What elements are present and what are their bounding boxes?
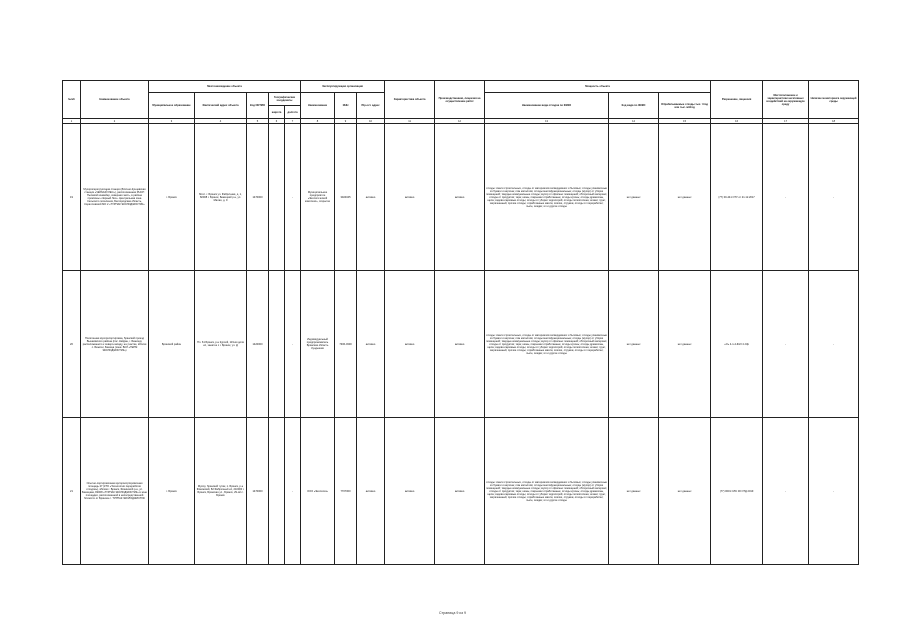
- column-number: 1: [63, 119, 81, 124]
- cell-name: Полигонная мусоросортировка, брянский проезд Вышковского района (пос. Кайдан, г. Бежица), расположенного к северо-западу, на участке, вблизи с. Бежичи, Бежица (зона: БСЛ «ТЕРМ ЭКОЛОДЖИСТИК»): [81, 271, 149, 418]
- cell-address: Мгсл. г. Брянск ул. Фабричная, д. 1, 82008 г. Брянск, Бежицкий р-н, ул. Малая, д. 9: [195, 124, 247, 271]
- col-header-location-group: Местонахождение объекта: [149, 81, 301, 93]
- cell-lon: -: [285, 124, 301, 271]
- col-header-negative: Местоположение и характеристики негативных воздействий на окружающую среду: [763, 81, 809, 119]
- cell-n: 19: [63, 124, 81, 271]
- column-number: 15: [659, 119, 711, 124]
- cell-n: 20: [63, 271, 81, 418]
- cell-monitoring: -: [809, 124, 859, 271]
- table-row: [63, 418, 859, 565]
- column-number: 4: [195, 119, 247, 124]
- col-header-okato: Код ОКТМО: [247, 93, 269, 119]
- column-number: 16: [711, 119, 763, 124]
- cell-legal: активно: [357, 271, 385, 418]
- col-header-n: №п/п: [63, 81, 81, 119]
- cell-okato: 1470000: [247, 124, 269, 271]
- col-header-operator-group: Эксплуатирующая организация: [301, 81, 385, 93]
- col-header-waste-group: Мощность объекта: [485, 81, 711, 93]
- cell-permits: (77) 0001 ОЛС 00 ОТД 2019: [711, 418, 763, 565]
- column-number: 9: [335, 119, 357, 124]
- cell-inn: 7306-0330: [335, 271, 357, 418]
- cell-volume: нет данных: [659, 418, 711, 565]
- cell-permits: (77) 00-441 ОТУ от 21.12.2017: [711, 124, 763, 271]
- header-row-1: [63, 81, 859, 93]
- column-number: 18: [809, 119, 859, 124]
- col-header-volume: Обрабатываемые отходы тыс. т/год или тыс. м3/год: [659, 93, 711, 119]
- cell-license: активно: [435, 124, 485, 271]
- cell-inn: 3024045: [335, 124, 357, 271]
- cell-type: активно: [385, 124, 435, 271]
- cell-okato: 1470000: [247, 418, 269, 565]
- cell-municipality: г. Брянск: [149, 124, 195, 271]
- cell-okato: 1420000: [247, 271, 269, 418]
- cell-inn: 7707000: [335, 418, 357, 565]
- column-number: 10: [357, 119, 385, 124]
- cell-name: Опытно-сортировочная мусоросортировочная площадь 27 (КТО «Технологии переработки отходов»), вблизи г. Брянск, Фокинский р-н, ул. Бежицкая, 82008 «ТУРПАК ЭКОЛОДЖИСТИК» в зоне площадки, расположенной в непосредственной близости от Брянска с. ТУРПАК ЭКОЛОДЖИСТИК: [81, 418, 149, 565]
- col-header-fkko-code: Код вида по ФККО: [609, 93, 659, 119]
- page-footer: Страница 9 из 9: [439, 611, 466, 615]
- waste-facilities-table: [62, 80, 859, 565]
- cell-legal: активно: [357, 124, 385, 271]
- cell-permits: «О» 4-1-4-Фоб 4-Оф: [711, 271, 763, 418]
- col-header-name: Наименование объекта: [81, 81, 149, 119]
- cell-type: активно: [385, 418, 435, 565]
- col-header-address: Фактический адрес объекта: [195, 93, 247, 119]
- column-number: 13: [485, 119, 609, 124]
- cell-lon: -: [285, 418, 301, 565]
- column-number: 3: [149, 119, 195, 124]
- col-header-geo-group: Географические координаты: [269, 93, 301, 106]
- col-header-inn: ИНН: [335, 93, 357, 119]
- column-number: 14: [609, 119, 659, 124]
- cell-n: 21: [63, 418, 81, 565]
- column-number: 2: [81, 119, 149, 124]
- col-header-lat: широта: [269, 106, 285, 119]
- cell-license: активно: [435, 418, 485, 565]
- cell-lat: [269, 418, 285, 565]
- col-header-permits: Разрешение, лицензия: [711, 81, 763, 119]
- cell-fkko: отходы: смеси строительных, отходы от материалов затвердевших и бытовых; отходы упаковочные из бумаги и картона; лом металлов; отходы многофункциональные; отходы (мусор) от уборки помещений; твердые коммунальные отходы; мусор от офисных помещений; обтирочный материал; отходы от продуктов; тара; шины, покрышки отработанные; отходы кухонь; отходы древесины, щепа; садово-парковые отходы; отходы от уборки территорий; отходы полиэтилена; шлаки; грунт, загрязненный; прочие отходы; отработанные масла; опилки, стружка; отходы от переработки; пыль; осадки; ил и другие отходы: [485, 124, 609, 271]
- table-row: [63, 271, 859, 418]
- cell-lon: -: [285, 271, 301, 418]
- cell-fkko: отходы: смеси строительных, отходы от материалов затвердевших и бытовых; отходы упаковочные из бумаги и картона; лом металлов; отходы многофункциональные; отходы (мусор) от уборки помещений; твердые коммунальные отходы; мусор от офисных помещений; обтирочный материал; отходы от продуктов; тара; шины, покрышки отработанные; отходы кухонь; отходы древесины, щепа; садово-парковые отходы; отходы от уборки территорий; отходы полиэтилена; шлаки; грунт, загрязненный; прочие отходы; отработанные масла; опилки, стружка; отходы от переработки; пыль; осадки; ил и другие отходы: [485, 271, 609, 418]
- cell-fkko-code: нет данных: [609, 418, 659, 565]
- col-header-monitoring: Наличие мониторинга окружающей среды: [809, 81, 859, 119]
- cell-monitoring: -: [809, 418, 859, 565]
- col-header-legal-address: Юр.ост. адрес: [357, 93, 385, 119]
- col-header-license-note: Производственная, лицензия на осуществление работ: [435, 81, 485, 119]
- cell-org: Муниципальное предприятие «Экологический комплекс», открытое: [301, 124, 335, 271]
- col-header-org-name: Наименование: [301, 93, 335, 119]
- table-row: [63, 124, 859, 271]
- cell-legal: активно: [357, 418, 385, 565]
- cell-license: активно: [435, 271, 485, 418]
- column-number: 17: [763, 119, 809, 124]
- cell-fkko: отходы: смеси строительных, отходы от материалов затвердевших и бытовых; отходы упаковочные из бумаги и картона; лом металлов; отходы многофункциональные; отходы (мусор) от уборки помещений; твердые коммунальные отходы; мусор от офисных помещений; обтирочный материал; отходы от продуктов; тара; шины, покрышки отработанные; отходы кухонь; отходы древесины, щепа; садово-парковые отходы; отходы от уборки территорий; отходы полиэтилена; шлаки; грунт, загрязненный; прочие отходы; отработанные масла; опилки, стружка; отходы от переработки; пыль; осадки; ил и другие отходы: [485, 418, 609, 565]
- cell-municipality: г. Брянск: [149, 418, 195, 565]
- cell-lat: [269, 124, 285, 271]
- cell-lat: [269, 271, 285, 418]
- cell-municipality: Брянский район: [149, 271, 195, 418]
- column-number: 8: [301, 119, 335, 124]
- cell-negative: -: [763, 418, 809, 565]
- cell-negative: -: [763, 124, 809, 271]
- cell-name: Мусороперегрузочная станция (Блочно-Кунцевская станция «ЧЕРНЫЙ ЛЕС»), расположенная РНСР: Пылевой конвейер, северная часть, в районе промзоны «Черный Лес». Центральная зона Сельского поселения, Белгородская область, Коралловский МО 2 «ТУРПАК ЭКОЛОДЖИСТИК»: [81, 124, 149, 271]
- cell-volume: нет данных: [659, 124, 711, 271]
- column-number: 6: [269, 119, 285, 124]
- column-number: 5: [247, 119, 269, 124]
- cell-volume: нет данных: [659, 271, 711, 418]
- column-number: 7: [285, 119, 301, 124]
- column-number: 12: [435, 119, 485, 124]
- col-header-municipality: Муниципальное образование: [149, 93, 195, 119]
- cell-org: ООО «Экология»: [301, 418, 335, 565]
- cell-type: активно: [385, 271, 435, 418]
- col-header-lon: долгота: [285, 106, 301, 119]
- column-number: 11: [385, 119, 435, 124]
- register-table-container: [62, 80, 857, 565]
- cell-address: Мусор, брянский тупик, п. Брянск, р-н Фокинский, 82 Фабричный ил, 210000 г. Брянск, Брянская ул., Брянск, 29-ой с. Брянск: [195, 418, 247, 565]
- col-header-fkko-name: Наименование вида отходов по ФККО: [485, 93, 609, 119]
- cell-address: Пл. 61 Брянск, р-н Курсий, 119-вя доля ил, занятое с г. Брянск, ул. Д: [195, 271, 247, 418]
- col-header-type: Характеристика объекта: [385, 81, 435, 119]
- cell-fkko-code: нет данных: [609, 124, 659, 271]
- cell-org: Индивидуальный предприниматель Брянская область Кундышев: [301, 271, 335, 418]
- cell-monitoring: -: [809, 271, 859, 418]
- cell-fkko-code: нет данных: [609, 271, 659, 418]
- cell-negative: -: [763, 271, 809, 418]
